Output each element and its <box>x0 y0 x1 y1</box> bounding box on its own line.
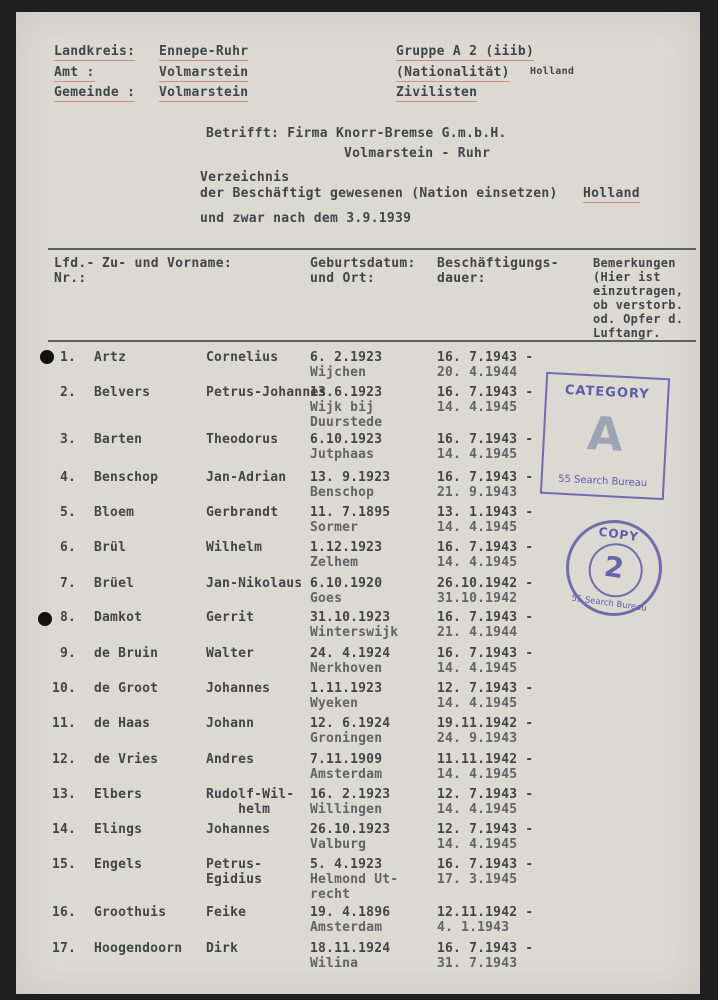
row-number: 9. <box>60 646 77 661</box>
nationalitaet-value: Holland <box>530 66 575 77</box>
row-birth-date: 26.10.1923 <box>310 822 391 837</box>
row-birth-date: 6. 2.1923 <box>310 350 383 365</box>
row-first-name: Gerrit <box>206 610 255 625</box>
document-page <box>16 12 700 994</box>
row-number: 8. <box>60 610 77 625</box>
row-first-name: Feike <box>206 905 247 920</box>
row-employment-from: 16. 7.1943 - <box>437 350 534 365</box>
row-employment-to: 14. 4.1945 <box>437 400 518 415</box>
row-surname: Groothuis <box>94 905 167 920</box>
row-first-name: Wilhelm <box>206 540 263 555</box>
row-employment-from: 13. 1.1943 - <box>437 505 534 520</box>
row-birth-date: 5. 4.1923 <box>310 857 383 872</box>
row-birth-date: 16. 2.1923 <box>310 787 391 802</box>
row-employment-from: 12. 7.1943 - <box>437 822 534 837</box>
row-surname: Belvers <box>94 385 151 400</box>
row-number: 17. <box>52 941 77 956</box>
row-birth-date: 1.12.1923 <box>310 540 383 555</box>
row-number: 16. <box>52 905 77 920</box>
row-first-name: Andres <box>206 752 255 767</box>
amt-value: Volmarstein <box>159 65 249 80</box>
verzeichnis-title: Verzeichnis <box>200 170 290 185</box>
row-first-name: Theodorus <box>206 432 279 447</box>
table-header-rule <box>48 340 696 342</box>
row-employment-to: 14. 4.1945 <box>437 767 518 782</box>
row-employment-to: 4. 1.1943 <box>437 920 510 935</box>
row-number: 2. <box>60 385 77 400</box>
row-employment-to: 14. 4.1945 <box>437 447 518 462</box>
row-number: 13. <box>52 787 77 802</box>
row-surname: Barten <box>94 432 143 447</box>
row-first-name: Jan-Adrian <box>206 470 287 485</box>
row-surname: Engels <box>94 857 143 872</box>
row-employment-to: 14. 4.1945 <box>437 520 518 535</box>
row-employment-to: 14. 4.1945 <box>437 802 518 817</box>
gemeinde-label: Gemeinde : <box>54 85 136 100</box>
copy-stamp <box>560 514 668 622</box>
row-birth-place: Benschop <box>310 485 375 500</box>
row-number: 15. <box>52 857 77 872</box>
row-birth-place: Wijk bij Duurstede <box>310 400 383 430</box>
gruppe-label: Gruppe A 2 (iiib) <box>396 44 535 59</box>
row-birth-date: 13.6.1923 <box>310 385 383 400</box>
row-birth-place: Nerkhoven <box>310 661 383 676</box>
row-surname: Elings <box>94 822 143 837</box>
row-first-name: Cornelius <box>206 350 279 365</box>
row-birth-date: 11. 7.1895 <box>310 505 391 520</box>
row-employment-from: 16. 7.1943 - <box>437 646 534 661</box>
row-employment-from: 16. 7.1943 - <box>437 857 534 872</box>
row-employment-to: 14. 4.1945 <box>437 696 518 711</box>
nationalitaet-label: (Nationalität) <box>396 65 510 80</box>
row-number: 6. <box>60 540 77 555</box>
category-stamp-letter: A <box>585 406 625 462</box>
row-employment-to: 31. 7.1943 <box>437 956 518 971</box>
col-name-header: Zu- und Vorname: <box>102 256 233 271</box>
row-employment-to: 20. 4.1944 <box>437 365 518 380</box>
row-surname: de Haas <box>94 716 151 731</box>
row-number: 12. <box>52 752 77 767</box>
row-birth-place: Valburg <box>310 837 367 852</box>
row-number: 3. <box>60 432 77 447</box>
row-first-name: Rudolf-Wil- helm <box>206 787 295 817</box>
row-surname: Benschop <box>94 470 159 485</box>
category-stamp <box>540 372 670 500</box>
row-employment-to: 21. 4.1944 <box>437 625 518 640</box>
row-number: 4. <box>60 470 77 485</box>
row-number: 5. <box>60 505 77 520</box>
row-first-name: Johannes <box>206 822 271 837</box>
row-birth-place: Wyeken <box>310 696 359 711</box>
row-birth-place: Amsterdam <box>310 767 383 782</box>
landkreis-label: Landkreis: <box>54 44 136 59</box>
row-birth-date: 31.10.1923 <box>310 610 391 625</box>
row-first-name: Jan-Nikolaus <box>206 576 303 591</box>
row-employment-to: 31.10.1942 <box>437 591 518 606</box>
row-employment-from: 12. 7.1943 - <box>437 681 534 696</box>
row-birth-place: Zelhem <box>310 555 359 570</box>
row-surname: de Groot <box>94 681 159 696</box>
row-employment-from: 11.11.1942 - <box>437 752 534 767</box>
row-birth-date: 13. 9.1923 <box>310 470 391 485</box>
row-employment-from: 12.11.1942 - <box>437 905 534 920</box>
row-birth-place: Wijchen <box>310 365 367 380</box>
row-employment-to: 17. 3.1945 <box>437 872 518 887</box>
col-bemerkungen-header: Bemerkungen (Hier ist einzutragen, ob verstorb. od. Opfer d. Luftangr. <box>593 256 684 340</box>
hole-punch <box>40 350 54 364</box>
zivilisten-label: Zivilisten <box>396 85 478 100</box>
verzeichnis-line2: der Beschäftigt gewesenen (Nation einsetzen) <box>200 186 558 201</box>
row-employment-to: 24. 9.1943 <box>437 731 518 746</box>
row-first-name: Walter <box>206 646 255 661</box>
row-first-name: Gerbrandt <box>206 505 279 520</box>
row-employment-from: 16. 7.1943 - <box>437 470 534 485</box>
row-surname: de Vries <box>94 752 159 767</box>
row-employment-from: 16. 7.1943 - <box>437 432 534 447</box>
copy-stamp-footer: 55 Search Bureau <box>570 593 648 614</box>
row-number: 14. <box>52 822 77 837</box>
row-birth-place: Goes <box>310 591 343 606</box>
category-stamp-footer: 55 Search Bureau <box>557 473 648 490</box>
hole-punch <box>38 612 52 626</box>
copy-stamp-title: COPY <box>597 524 640 545</box>
row-surname: Elbers <box>94 787 143 802</box>
row-surname: Damkot <box>94 610 143 625</box>
row-employment-from: 16. 7.1943 - <box>437 610 534 625</box>
verzeichnis-line3: und zwar nach dem 3.9.1939 <box>200 211 412 226</box>
row-birth-place: Willingen <box>310 802 383 817</box>
row-surname: Artz <box>94 350 127 365</box>
row-first-name: Petrus- Egidius <box>206 857 263 887</box>
row-birth-date: 12. 6.1924 <box>310 716 391 731</box>
row-birth-place: Groningen <box>310 731 383 746</box>
amt-label: Amt : <box>54 65 95 80</box>
row-birth-place: Wilina <box>310 956 359 971</box>
row-employment-from: 12. 7.1943 - <box>437 787 534 802</box>
row-number: 10. <box>52 681 77 696</box>
row-birth-date: 6.10.1920 <box>310 576 383 591</box>
row-birth-date: 6.10.1923 <box>310 432 383 447</box>
row-surname: Bloem <box>94 505 135 520</box>
row-number: 7. <box>60 576 77 591</box>
verzeichnis-nation: Holland <box>583 186 640 201</box>
table-top-rule <box>48 248 696 250</box>
row-surname: Brül <box>94 540 127 555</box>
row-birth-date: 24. 4.1924 <box>310 646 391 661</box>
row-surname: Brüel <box>94 576 135 591</box>
row-number: 1. <box>60 350 77 365</box>
row-birth-place: Amsterdam <box>310 920 383 935</box>
col-geburt-header: Geburtsdatum: und Ort: <box>310 256 416 286</box>
landkreis-value: Ennepe-Ruhr <box>159 44 249 59</box>
row-first-name: Dirk <box>206 941 239 956</box>
betrifft-line1: Betrifft: Firma Knorr-Bremse G.m.b.H. <box>206 126 507 141</box>
category-stamp-title: CATEGORY <box>564 382 651 403</box>
col-lfd-header: Lfd.- Nr.: <box>54 256 95 286</box>
gemeinde-value: Volmarstein <box>159 85 249 100</box>
row-surname: Hoogendoorn <box>94 941 183 956</box>
row-birth-place: Winterswijk <box>310 625 399 640</box>
row-birth-date: 1.11.1923 <box>310 681 383 696</box>
row-first-name: Petrus-Johannes <box>206 385 327 400</box>
row-employment-from: 16. 7.1943 - <box>437 941 534 956</box>
row-employment-to: 14. 4.1945 <box>437 661 518 676</box>
row-birth-place: Helmond Ut- recht <box>310 872 399 902</box>
row-employment-from: 16. 7.1943 - <box>437 385 534 400</box>
row-employment-from: 26.10.1942 - <box>437 576 534 591</box>
col-dauer-header: Beschäftigungs- dauer: <box>437 256 559 286</box>
row-employment-to: 14. 4.1945 <box>437 837 518 852</box>
row-first-name: Johannes <box>206 681 271 696</box>
row-birth-place: Jutphaas <box>310 447 375 462</box>
row-number: 11. <box>52 716 77 731</box>
row-birth-date: 18.11.1924 <box>310 941 391 956</box>
row-first-name: Johann <box>206 716 255 731</box>
row-surname: de Bruin <box>94 646 159 661</box>
row-employment-from: 19.11.1942 - <box>437 716 534 731</box>
copy-stamp-number: 2 <box>602 549 627 586</box>
row-employment-from: 16. 7.1943 - <box>437 540 534 555</box>
row-employment-to: 21. 9.1943 <box>437 485 518 500</box>
row-birth-date: 7.11.1909 <box>310 752 383 767</box>
row-birth-date: 19. 4.1896 <box>310 905 391 920</box>
row-birth-place: Sormer <box>310 520 359 535</box>
betrifft-line2: Volmarstein - Ruhr <box>344 146 491 161</box>
row-employment-to: 14. 4.1945 <box>437 555 518 570</box>
